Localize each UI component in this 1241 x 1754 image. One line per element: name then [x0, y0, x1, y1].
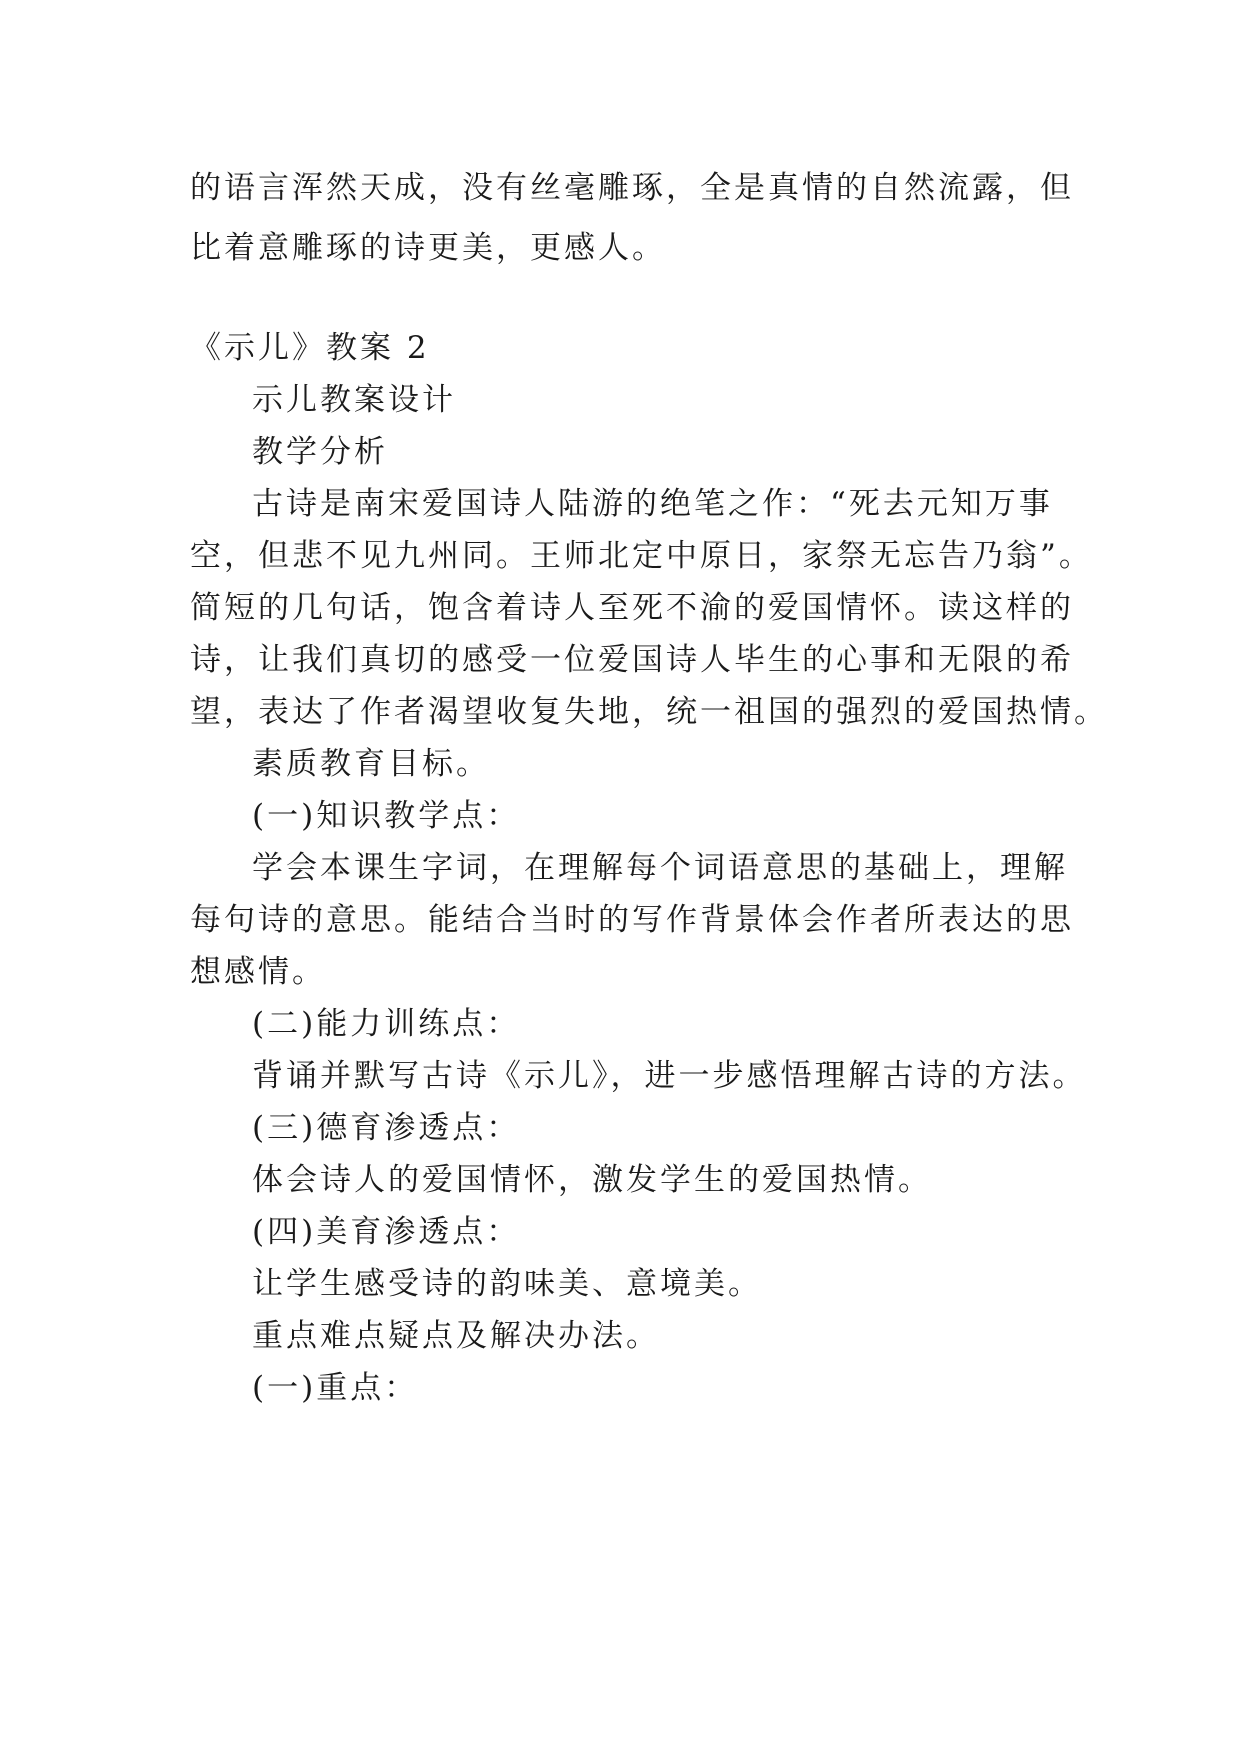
knowledge-line-3: 想感情。: [190, 954, 326, 990]
analysis-line-5: 望，表达了作者渴望收复失地，统一祖国的强烈的爱国热情。: [190, 694, 1108, 730]
section-title: 《示儿》教案 2: [190, 330, 430, 366]
knowledge-line-1: 学会本课生字词，在理解每个词语意思的基础上，理解: [252, 850, 1068, 886]
moral-heading: (三)德育渗透点：: [252, 1110, 521, 1146]
heading-key: 重点难点疑点及解决办法。: [252, 1318, 660, 1354]
heading-analysis: 教学分析: [252, 434, 388, 470]
moral-text: 体会诗人的爱国情怀，激发学生的爱国热情。: [252, 1162, 932, 1198]
knowledge-heading: (一)知识教学点：: [252, 798, 521, 834]
analysis-line-2: 空，但悲不见九州同。王师北定中原日，家祭无忘告乃翁”。: [190, 538, 1093, 574]
aesthetic-text: 让学生感受诗的韵味美、意境美。: [252, 1266, 762, 1302]
knowledge-line-2: 每句诗的意思。能结合当时的写作背景体会作者所表达的思: [190, 902, 1074, 938]
ability-text: 背诵并默写古诗《示儿》，进一步感悟理解古诗的方法。: [252, 1058, 1087, 1094]
continuation-line-1: 的语言浑然天成，没有丝毫雕琢，全是真情的自然流露，但: [190, 170, 1074, 206]
aesthetic-heading: (四)美育渗透点：: [252, 1214, 521, 1250]
continuation-line-2: 比着意雕琢的诗更美，更感人。: [190, 230, 666, 266]
analysis-line-4: 诗，让我们真切的感受一位爱国诗人毕生的心事和无限的希: [190, 642, 1074, 678]
analysis-line-1: 古诗是南宋爱国诗人陆游的绝笔之作：“死去元知万事: [252, 486, 1053, 522]
key-heading: (一)重点：: [252, 1370, 419, 1406]
ability-heading: (二)能力训练点：: [252, 1006, 521, 1042]
analysis-line-3: 简短的几句话，饱含着诗人至死不渝的爱国情怀。读这样的: [190, 590, 1074, 626]
heading-goals: 素质教育目标。: [252, 746, 490, 782]
subtitle: 示儿教案设计: [252, 382, 456, 418]
